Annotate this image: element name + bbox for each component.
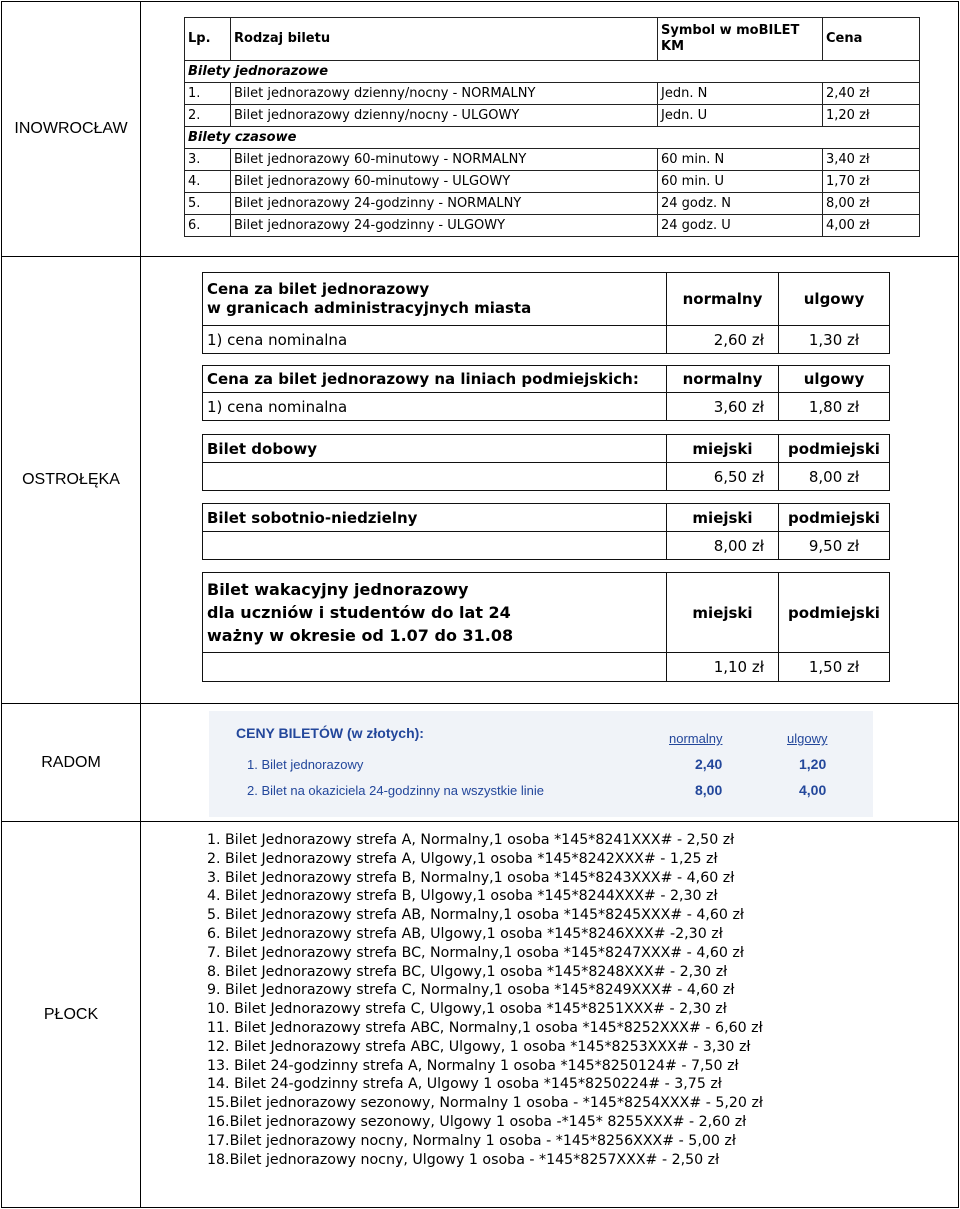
column-header-city: miejski [667,573,779,652]
inowroclaw-price-table [184,17,920,237]
row-symbol: 60 min. U [658,171,823,193]
city-label-radom: RADOM [2,704,141,821]
table-row [185,215,920,237]
block-title: Cena za bilet jednorazowy na liniach podmiejskich: [203,366,667,392]
city-label-ostroleka: OSTROŁĘKA [2,257,141,703]
table-row [185,193,920,215]
row-lp: 1. [185,83,231,105]
column-header-suburban: podmiejski [788,439,880,458]
price-reduced: 1,80 zł [808,397,860,416]
block-title: Bilet dobowy [203,435,667,462]
list-item: 7. Bilet Jednorazowy strefa BC, Normalny,1 osoba *145*8247XXX# - 4,60 zł [207,944,744,961]
list-item: 16.Bilet jednorazowy sezonowy, Ulgowy 1 osoba -*145* 8255XXX# - 2,60 zł [207,1113,747,1130]
list-item: 9. Bilet Jednorazowy strefa C, Normalny,1 osoba *145*8249XXX# - 4,60 zł [207,982,735,999]
header-type: Rodzaj biletu [231,18,658,61]
price-city: 6,50 zł [667,463,779,490]
radom-col-normal: normalny [669,731,723,746]
category-single: Bilety jednorazowe [185,61,920,83]
price-document [1,1,959,1208]
radom-row2-label: 2. Bilet na okaziciela 24-godzinny na wszystkie linie [247,783,544,798]
city-label-plock: PŁOCK [2,822,141,1207]
row-price: 1,20 zł [823,105,920,127]
list-item: 2. Bilet Jednorazowy strefa A, Ulgowy,1 osoba *145*8242XXX# - 1,25 zł [207,850,718,867]
table-row [185,83,920,105]
price-city: 8,00 zł [667,532,779,559]
row-price: 1,70 zł [823,171,920,193]
section-radom [2,704,958,822]
block-title: Cena za bilet jednorazowy w granicach administracyjnych miasta [203,273,667,325]
row-price: 4,00 zł [823,215,920,237]
price-normal: 3,60 zł [667,393,779,420]
price-suburban: 1,50 zł [808,658,860,676]
ostroleka-city-single-table [202,272,890,354]
block-title: Bilet wakacyjny jednorazowy dla uczniów i studentów do lat 24 ważny w okresie od 1.07 do 31.08 [203,573,667,652]
row-type: Bilet jednorazowy dzienny/nocny - ULGOWY [231,105,658,127]
category-row [185,127,920,149]
row-price: 2,40 zł [823,83,920,105]
row-lp: 2. [185,105,231,127]
row-symbol: Jedn. U [658,105,823,127]
table-row [185,171,920,193]
section-inowroclaw [2,2,958,257]
block-title: Bilet sobotnio-niedzielny [203,504,667,531]
row-lp: 3. [185,149,231,171]
section-plock [2,822,958,1207]
list-item: 6. Bilet Jednorazowy strefa AB, Ulgowy,1 osoba *145*8246XXX# -2,30 zł [207,925,723,942]
row-type: Bilet jednorazowy 60-minutowy - NORMALNY [231,149,658,171]
price-city: 1,10 zł [667,653,779,681]
row-label: 1) cena nominalna [203,393,667,420]
header-price: Cena [823,18,920,61]
section-ostroleka [2,257,958,704]
row-type: Bilet jednorazowy 24-godzinny - ULGOWY [231,215,658,237]
row-symbol: 60 min. N [658,149,823,171]
row-lp: 6. [185,215,231,237]
row-label-empty [203,532,667,559]
column-header-suburban: podmiejski [788,603,880,622]
column-header-normal: normalny [667,366,779,392]
plock-content [141,822,958,1207]
row-symbol: 24 godz. U [658,215,823,237]
table-row [185,105,920,127]
list-item: 12. Bilet Jednorazowy strefa ABC, Ulgowy, 1 osoba *145*8253XXX# - 3,30 zł [207,1038,751,1055]
column-header-reduced: ulgowy [803,370,865,388]
price-suburban: 9,50 zł [808,536,860,555]
row-lp: 5. [185,193,231,215]
ostroleka-daily-table [202,434,890,491]
category-row [185,61,920,83]
column-header-city: miejski [667,504,779,531]
list-item: 13. Bilet 24-godzinny strefa A, Normalny 1 osoba *145*8250124# - 7,50 zł [207,1057,739,1074]
ostroleka-content [141,257,958,703]
price-reduced: 1,30 zł [808,330,860,349]
ostroleka-suburban-table [202,365,890,421]
category-timed: Bilety czasowe [185,127,920,149]
ostroleka-weekend-table [202,503,890,560]
header-lp: Lp. [185,18,231,61]
column-header-normal: normalny [667,273,779,325]
radom-row2-normal: 8,00 [695,782,723,798]
row-type: Bilet jednorazowy 24-godzinny - NORMALNY [231,193,658,215]
radom-title: CENY BILETÓW (w złotych): [236,725,424,741]
city-label-inowroclaw: INOWROCŁAW [2,2,141,256]
list-item: 1. Bilet Jednorazowy strefa A, Normalny,1 osoba *145*8241XXX# - 2,50 zł [207,832,735,848]
row-label-empty [203,653,667,681]
list-item: 5. Bilet Jednorazowy strefa AB, Normalny,1 osoba *145*8245XXX# - 4,60 zł [207,907,744,924]
row-label: 1) cena nominalna [203,326,667,353]
row-lp: 4. [185,171,231,193]
list-item: 4. Bilet Jednorazowy strefa B, Ulgowy,1 osoba *145*8244XXX# - 2,30 zł [207,888,718,905]
column-header-suburban: podmiejski [788,508,880,527]
radom-content [141,704,958,821]
list-item: 3. Bilet Jednorazowy strefa B, Normalny,1 osoba *145*8243XXX# - 4,60 zł [207,869,735,886]
column-header-reduced: ulgowy [803,290,865,308]
ostroleka-holiday-table [202,572,890,682]
radom-col-reduced: ulgowy [787,731,828,746]
row-symbol: Jedn. N [658,83,823,105]
column-header-city: miejski [667,435,779,462]
list-item: 10. Bilet Jednorazowy strefa C, Ulgowy,1 osoba *145*8251XXX# - 2,30 zł [207,1001,727,1018]
list-item: 15.Bilet jednorazowy sezonowy, Normalny 1 osoba - *145*8254XXX# - 5,20 zł [207,1095,763,1112]
radom-price-panel [209,711,873,817]
row-label-empty [203,463,667,490]
row-symbol: 24 godz. N [658,193,823,215]
list-item: 17.Bilet jednorazowy nocny, Normalny 1 osoba - *145*8256XXX# - 5,00 zł [207,1132,736,1149]
row-price: 8,00 zł [823,193,920,215]
list-item: 18.Bilet jednorazowy nocny, Ulgowy 1 osoba - *145*8257XXX# - 2,50 zł [207,1151,720,1168]
radom-row1-label: 1. Bilet jednorazowy [247,757,364,772]
price-normal: 2,60 zł [667,326,779,353]
list-item: 11. Bilet Jednorazowy strefa ABC, Normalny,1 osoba *145*8252XXX# - 6,60 zł [207,1019,763,1036]
list-item: 8. Bilet Jednorazowy strefa BC, Ulgowy,1 osoba *145*8248XXX# - 2,30 zł [207,963,728,980]
radom-row2-reduced: 4,00 [799,782,827,798]
row-price: 3,40 zł [823,149,920,171]
price-suburban: 8,00 zł [808,467,860,486]
plock-ticket-list [207,831,763,1169]
row-type: Bilet jednorazowy 60-minutowy - ULGOWY [231,171,658,193]
header-symbol: Symbol w moBILET KM [658,18,823,61]
table-header-row [185,18,920,61]
row-type: Bilet jednorazowy dzienny/nocny - NORMALNY [231,83,658,105]
radom-row1-reduced: 1,20 [799,756,827,772]
list-item: 14. Bilet 24-godzinny strefa A, Ulgowy 1 osoba *145*8250224# - 3,75 zł [207,1076,722,1093]
table-row [185,149,920,171]
radom-row1-normal: 2,40 [695,756,723,772]
inowroclaw-content [141,2,958,256]
